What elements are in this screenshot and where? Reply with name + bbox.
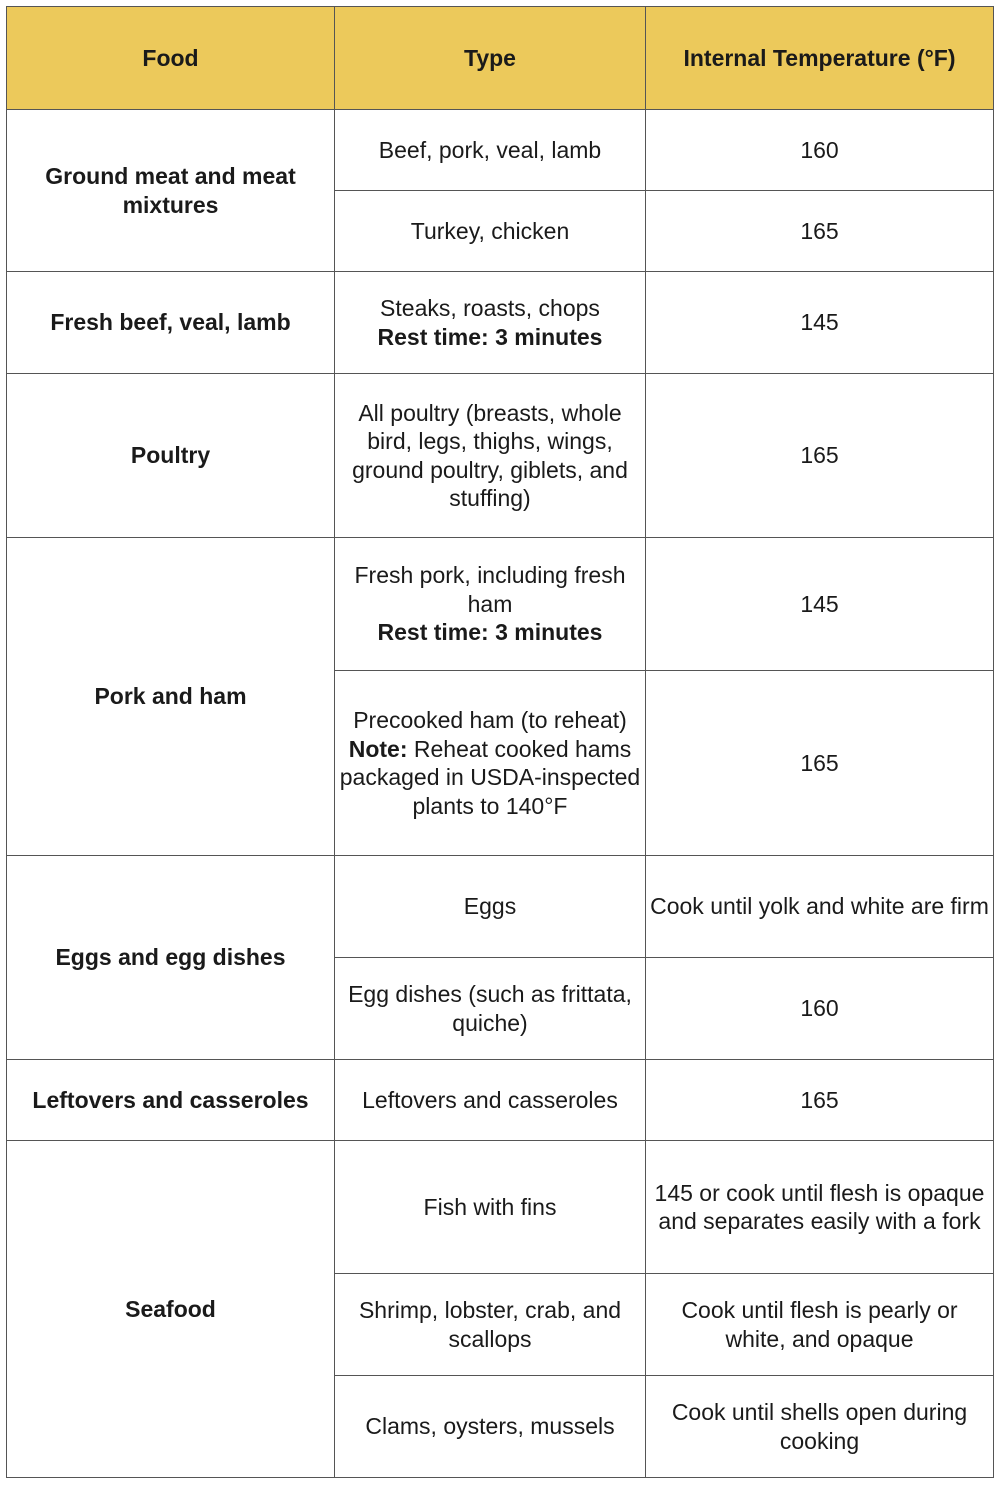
table-row (7, 1060, 994, 1141)
type-cell (335, 272, 646, 374)
type-cell: Egg dishes (such as frittata, quiche) (335, 958, 646, 1060)
table-row (7, 374, 994, 538)
temperature-cell: 145 or cook until flesh is opaque and separates easily with a fork (646, 1141, 994, 1274)
header-temperature: Internal Temperature (°F) (646, 7, 994, 110)
type-cell: Shrimp, lobster, crab, and scallops (335, 1274, 646, 1376)
type-cell: Eggs (335, 856, 646, 958)
table-row (7, 110, 994, 191)
type-cell: All poultry (breasts, whole bird, legs, thighs, wings, ground poultry, giblets, and stuffing) (335, 374, 646, 538)
temperature-cell: 145 (646, 272, 994, 374)
rest-time-text: Rest time: 3 minutes (377, 619, 603, 646)
type-text: Precooked ham (to reheat) (353, 707, 627, 733)
header-food: Food (7, 7, 335, 110)
table-row (7, 272, 994, 374)
food-cell: Seafood (7, 1141, 335, 1478)
food-cell: Poultry (7, 374, 335, 538)
food-cell: Fresh beef, veal, lamb (7, 272, 335, 374)
table-row (7, 538, 994, 671)
header-type: Type (335, 7, 646, 110)
food-cell: Ground meat and meat mixtures (7, 110, 335, 272)
food-temperature-table (6, 6, 994, 1478)
type-cell: Clams, oysters, mussels (335, 1376, 646, 1478)
note-label: Note: (348, 735, 408, 762)
food-cell: Eggs and egg dishes (7, 856, 335, 1060)
type-cell: Turkey, chicken (335, 191, 646, 272)
temperature-cell: 165 (646, 1060, 994, 1141)
type-cell (335, 538, 646, 671)
type-cell (335, 671, 646, 856)
temperature-cell: Cook until flesh is pearly or white, and opaque (646, 1274, 994, 1376)
header-row (7, 7, 994, 110)
temperature-cell: 160 (646, 958, 994, 1060)
temperature-cell: 165 (646, 374, 994, 538)
temperature-cell: 160 (646, 110, 994, 191)
type-cell: Beef, pork, veal, lamb (335, 110, 646, 191)
temperature-cell: Cook until shells open during cooking (646, 1376, 994, 1478)
note-text: Reheat cooked hams packaged in USDA-inspected plants to 140°F (339, 735, 641, 819)
food-cell: Pork and ham (7, 538, 335, 856)
food-cell: Leftovers and casseroles (7, 1060, 335, 1141)
table-row (7, 856, 994, 958)
rest-time-text: Rest time: 3 minutes (377, 323, 603, 350)
table-row (7, 1141, 994, 1274)
type-text: Steaks, roasts, chops (380, 295, 600, 321)
temperature-cell: 165 (646, 191, 994, 272)
temperature-cell: Cook until yolk and white are firm (646, 856, 994, 958)
type-cell: Fish with fins (335, 1141, 646, 1274)
type-cell: Leftovers and casseroles (335, 1060, 646, 1141)
temperature-cell: 165 (646, 671, 994, 856)
temperature-cell: 145 (646, 538, 994, 671)
type-text: Fresh pork, including fresh ham (354, 562, 626, 617)
